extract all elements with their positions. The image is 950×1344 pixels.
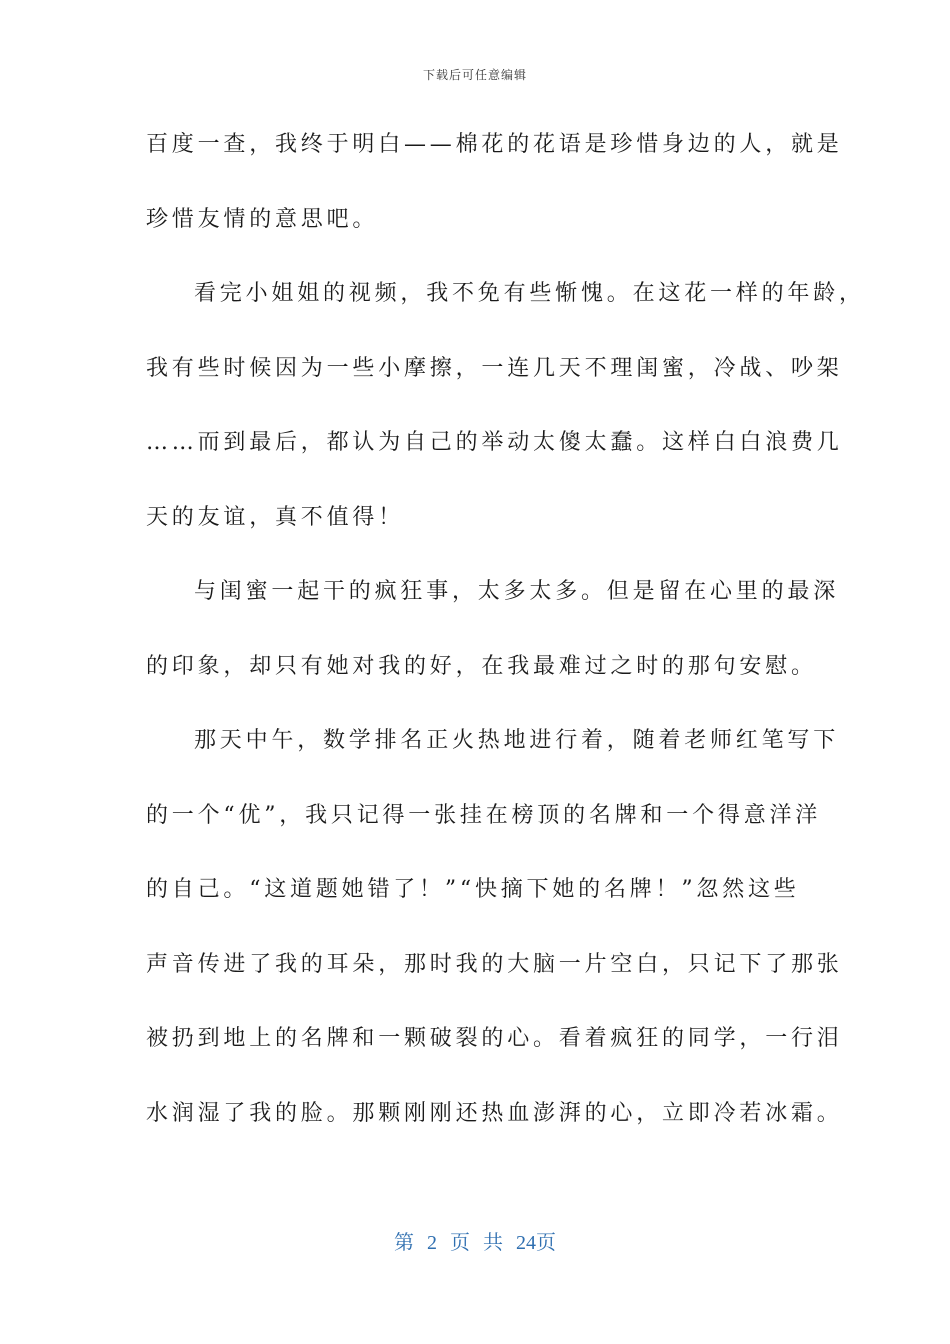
text-line: 我有些时候因为一些小摩擦，一连几天不理闺蜜，冷战、吵架 (146, 355, 843, 381)
paragraph-start-line: 与闺蜜一起干的疯狂事，太多太多。但是留在心里的最深 (194, 579, 840, 604)
text-line: 的自己。“这道题她错了！”“快摘下她的名牌！”忽然这些 (146, 877, 800, 902)
text-line: 珍惜友情的意思吧。 (146, 206, 379, 232)
text-line: ……而到最后，都认为自己的举动太傻太蠢。这样白白浪费几 (146, 430, 843, 455)
text-line: 百度一查，我终于明白——棉花的花语是珍惜身边的人，就是 (146, 132, 843, 157)
text-line: 声音传进了我的耳朵，那时我的大脑一片空白，只记下了那张 (146, 951, 843, 977)
text-line: 被扔到地上的名牌和一颗破裂的心。看着疯狂的同学，一行泪 (146, 1026, 843, 1051)
text-line: 的一个“优”，我只记得一张挂在榜顶的名牌和一个得意洋洋 (146, 802, 822, 828)
page-footer (0, 1226, 950, 1255)
text-line: 水润湿了我的脸。那颗刚刚还热血澎湃的心，立即冷若冰霜。 (146, 1100, 843, 1126)
footer-total-word: 共 (483, 1232, 503, 1254)
text-line: 的印象，却只有她对我的好，在我最难过之时的那句安慰。 (146, 653, 817, 679)
footer-page-number: 2 (427, 1232, 437, 1254)
footer-page-word: 页 (450, 1232, 470, 1254)
text-line: 天的友谊，真不值得！ (146, 504, 405, 530)
page-header: 下载后可任意编辑 (422, 68, 527, 82)
paragraph-start-line: 看完小姐姐的视频，我不免有些惭愧。在这花一样的年龄， (194, 281, 865, 306)
footer-prefix: 第 (394, 1232, 414, 1254)
document-body (146, 118, 865, 1161)
paragraph-start-line: 那天中午，数学排名正火热地进行着，随着老师红笔写下 (194, 728, 840, 753)
footer-total-pages: 24页 (516, 1232, 556, 1254)
